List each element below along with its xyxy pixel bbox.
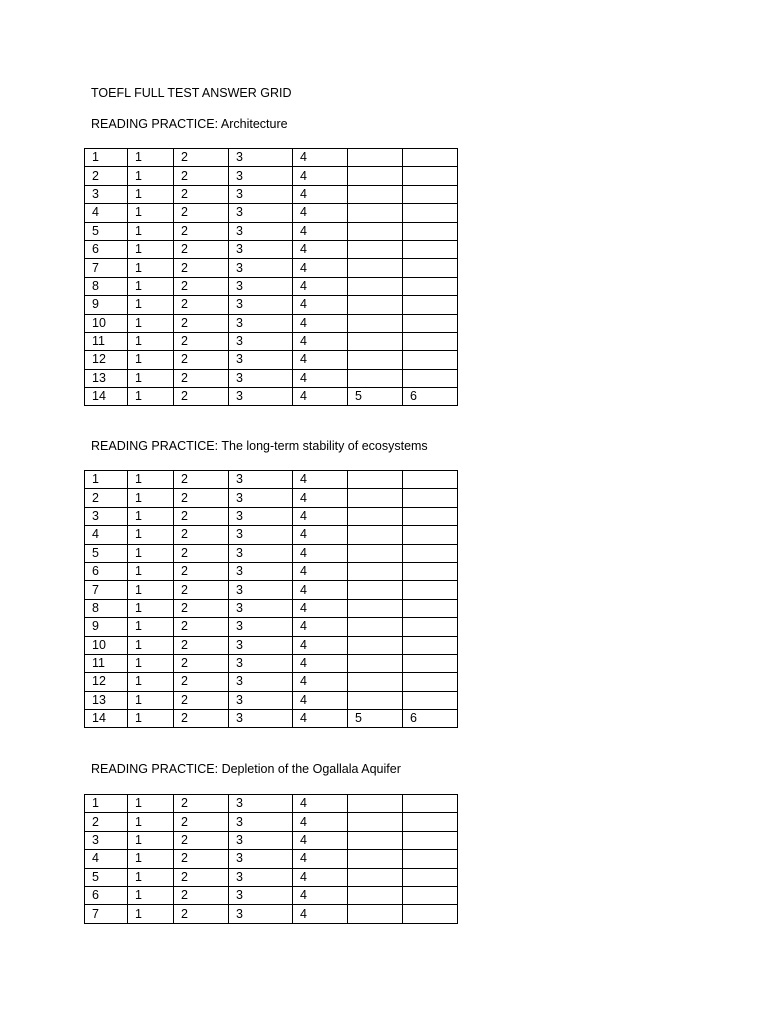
answer-option-cell: 2 <box>174 204 229 222</box>
answer-option-cell: 4 <box>293 204 348 222</box>
answer-option-cell: 1 <box>128 673 174 691</box>
answer-option-cell: 1 <box>128 332 174 350</box>
answer-option-cell: 4 <box>293 489 348 507</box>
question-number-cell: 12 <box>85 351 128 369</box>
answer-option-cell: 5 <box>348 388 403 406</box>
answer-option-cell: 1 <box>128 599 174 617</box>
question-number-cell: 7 <box>85 259 128 277</box>
answer-option-cell: 2 <box>174 222 229 240</box>
answer-option-cell: 2 <box>174 599 229 617</box>
answer-option-cell: 4 <box>293 471 348 489</box>
answer-option-cell: 3 <box>229 185 293 203</box>
question-number-cell: 2 <box>85 167 128 185</box>
answer-option-cell: 3 <box>229 471 293 489</box>
question-number-cell: 11 <box>85 332 128 350</box>
section-title-prefix: READING PRACTICE: <box>91 117 221 131</box>
answer-option-cell: 3 <box>229 831 293 849</box>
answer-option-cell: 2 <box>174 618 229 636</box>
question-number-cell: 10 <box>85 636 128 654</box>
answer-option-cell <box>403 562 458 580</box>
answer-option-cell <box>348 507 403 525</box>
answer-option-cell: 1 <box>128 636 174 654</box>
question-number-cell: 6 <box>85 562 128 580</box>
answer-option-cell: 1 <box>128 654 174 672</box>
answer-option-cell <box>403 905 458 923</box>
answer-option-cell: 4 <box>293 599 348 617</box>
answer-option-cell: 1 <box>128 489 174 507</box>
answer-option-cell: 3 <box>229 222 293 240</box>
question-number-cell: 6 <box>85 240 128 258</box>
question-number-cell: 7 <box>85 905 128 923</box>
answer-option-cell <box>348 544 403 562</box>
answer-option-cell: 4 <box>293 351 348 369</box>
table-row <box>85 599 458 617</box>
question-number-cell: 10 <box>85 314 128 332</box>
table-row <box>85 562 458 580</box>
table-row <box>85 314 458 332</box>
answer-option-cell: 1 <box>128 813 174 831</box>
answer-option-cell <box>403 813 458 831</box>
answer-option-cell <box>348 296 403 314</box>
question-number-cell: 4 <box>85 204 128 222</box>
answer-option-cell <box>348 673 403 691</box>
answer-option-cell: 4 <box>293 673 348 691</box>
answer-option-cell <box>348 850 403 868</box>
answer-option-cell: 2 <box>174 654 229 672</box>
answer-option-cell <box>348 204 403 222</box>
table-row <box>85 618 458 636</box>
table-row <box>85 489 458 507</box>
answer-option-cell: 3 <box>229 813 293 831</box>
table-row <box>85 185 458 203</box>
answer-option-cell: 3 <box>229 240 293 258</box>
answer-option-cell <box>403 149 458 167</box>
answer-option-cell: 4 <box>293 388 348 406</box>
answer-option-cell: 2 <box>174 149 229 167</box>
answer-option-cell: 4 <box>293 868 348 886</box>
question-number-cell: 1 <box>85 795 128 813</box>
section-title-topic: Architecture <box>220 117 288 131</box>
question-number-cell: 1 <box>85 149 128 167</box>
answer-option-cell: 1 <box>128 222 174 240</box>
answer-option-cell <box>348 618 403 636</box>
answer-option-cell: 4 <box>293 314 348 332</box>
answer-option-cell <box>403 691 458 709</box>
answer-option-cell: 4 <box>293 831 348 849</box>
answer-option-cell: 4 <box>293 710 348 728</box>
answer-option-cell: 2 <box>174 167 229 185</box>
answer-option-cell: 3 <box>229 710 293 728</box>
answer-option-cell: 3 <box>229 314 293 332</box>
answer-option-cell: 3 <box>229 526 293 544</box>
answer-option-cell: 1 <box>128 691 174 709</box>
answer-option-cell <box>348 581 403 599</box>
answer-option-cell <box>403 526 458 544</box>
answer-option-cell <box>348 167 403 185</box>
answer-option-cell <box>403 296 458 314</box>
table-row <box>85 581 458 599</box>
table-row <box>85 850 458 868</box>
answer-option-cell: 2 <box>174 868 229 886</box>
answer-option-cell: 1 <box>128 259 174 277</box>
answer-option-cell: 4 <box>293 222 348 240</box>
section-title-ecosystems <box>91 439 428 453</box>
answer-option-cell: 4 <box>293 526 348 544</box>
answer-option-cell: 4 <box>293 369 348 387</box>
answer-option-cell: 3 <box>229 691 293 709</box>
answer-option-cell: 2 <box>174 240 229 258</box>
answer-option-cell: 3 <box>229 654 293 672</box>
answer-option-cell: 2 <box>174 489 229 507</box>
question-number-cell: 5 <box>85 868 128 886</box>
answer-option-cell: 3 <box>229 167 293 185</box>
answer-option-cell <box>348 314 403 332</box>
answer-option-cell: 2 <box>174 388 229 406</box>
answer-option-cell: 2 <box>174 636 229 654</box>
answer-option-cell <box>403 314 458 332</box>
answer-option-cell <box>348 277 403 295</box>
question-number-cell: 5 <box>85 544 128 562</box>
table-row <box>85 204 458 222</box>
table-row <box>85 259 458 277</box>
answer-option-cell: 4 <box>293 581 348 599</box>
answer-option-cell: 2 <box>174 673 229 691</box>
answer-option-cell: 5 <box>348 710 403 728</box>
question-number-cell: 5 <box>85 222 128 240</box>
table-row <box>85 636 458 654</box>
answer-grid-architecture <box>84 148 458 406</box>
table-row <box>85 710 458 728</box>
answer-option-cell: 4 <box>293 185 348 203</box>
answer-option-cell: 4 <box>293 636 348 654</box>
answer-option-cell: 1 <box>128 831 174 849</box>
answer-option-cell <box>403 471 458 489</box>
answer-option-cell <box>348 562 403 580</box>
answer-option-cell <box>403 204 458 222</box>
answer-option-cell: 1 <box>128 710 174 728</box>
answer-option-cell: 2 <box>174 850 229 868</box>
answer-option-cell: 2 <box>174 526 229 544</box>
answer-option-cell: 2 <box>174 886 229 904</box>
question-number-cell: 9 <box>85 618 128 636</box>
answer-option-cell: 3 <box>229 369 293 387</box>
answer-option-cell: 3 <box>229 618 293 636</box>
answer-option-cell <box>348 886 403 904</box>
answer-option-cell <box>403 868 458 886</box>
answer-option-cell: 1 <box>128 544 174 562</box>
answer-option-cell: 1 <box>128 296 174 314</box>
answer-option-cell: 3 <box>229 905 293 923</box>
answer-option-cell <box>403 277 458 295</box>
table-row <box>85 222 458 240</box>
answer-option-cell: 1 <box>128 471 174 489</box>
answer-option-cell: 4 <box>293 654 348 672</box>
answer-option-cell: 3 <box>229 581 293 599</box>
answer-option-cell: 3 <box>229 850 293 868</box>
answer-option-cell: 4 <box>293 562 348 580</box>
answer-option-cell: 2 <box>174 332 229 350</box>
answer-option-cell: 4 <box>293 259 348 277</box>
answer-option-cell: 1 <box>128 562 174 580</box>
answer-option-cell: 3 <box>229 388 293 406</box>
answer-option-cell: 1 <box>128 351 174 369</box>
answer-option-cell <box>403 507 458 525</box>
answer-option-cell <box>348 636 403 654</box>
answer-option-cell: 2 <box>174 562 229 580</box>
table-row <box>85 296 458 314</box>
answer-option-cell <box>403 351 458 369</box>
answer-option-cell <box>403 185 458 203</box>
answer-option-cell: 4 <box>293 618 348 636</box>
table-row <box>85 905 458 923</box>
table-row <box>85 654 458 672</box>
answer-option-cell: 2 <box>174 185 229 203</box>
answer-option-cell <box>348 691 403 709</box>
answer-option-cell: 4 <box>293 850 348 868</box>
answer-option-cell <box>403 369 458 387</box>
answer-option-cell: 4 <box>293 240 348 258</box>
table-row <box>85 526 458 544</box>
answer-option-cell: 3 <box>229 544 293 562</box>
question-number-cell: 12 <box>85 673 128 691</box>
table-row <box>85 351 458 369</box>
answer-option-cell: 2 <box>174 544 229 562</box>
answer-option-cell <box>348 471 403 489</box>
answer-option-cell: 3 <box>229 277 293 295</box>
answer-option-cell: 4 <box>293 507 348 525</box>
answer-option-cell <box>348 831 403 849</box>
answer-option-cell: 1 <box>128 850 174 868</box>
answer-option-cell <box>403 886 458 904</box>
question-number-cell: 7 <box>85 581 128 599</box>
answer-option-cell <box>403 544 458 562</box>
document-title: TOEFL FULL TEST ANSWER GRID <box>91 86 292 100</box>
answer-option-cell: 4 <box>293 691 348 709</box>
table-row <box>85 831 458 849</box>
question-number-cell: 3 <box>85 185 128 203</box>
answer-option-cell <box>348 526 403 544</box>
answer-option-cell <box>403 240 458 258</box>
answer-option-cell <box>403 831 458 849</box>
answer-option-cell: 3 <box>229 507 293 525</box>
answer-option-cell: 4 <box>293 905 348 923</box>
answer-option-cell: 1 <box>128 204 174 222</box>
question-number-cell: 3 <box>85 831 128 849</box>
answer-option-cell: 1 <box>128 618 174 636</box>
answer-option-cell: 2 <box>174 277 229 295</box>
answer-option-cell: 4 <box>293 277 348 295</box>
answer-option-cell: 2 <box>174 296 229 314</box>
question-number-cell: 4 <box>85 850 128 868</box>
answer-option-cell: 4 <box>293 167 348 185</box>
table-row <box>85 149 458 167</box>
answer-option-cell: 3 <box>229 636 293 654</box>
answer-option-cell <box>348 259 403 277</box>
answer-option-cell: 2 <box>174 581 229 599</box>
answer-option-cell: 3 <box>229 868 293 886</box>
answer-option-cell: 4 <box>293 149 348 167</box>
section-title-architecture <box>91 117 288 131</box>
answer-option-cell <box>348 599 403 617</box>
answer-option-cell: 1 <box>128 185 174 203</box>
answer-option-cell: 1 <box>128 167 174 185</box>
answer-option-cell: 2 <box>174 691 229 709</box>
answer-option-cell: 1 <box>128 314 174 332</box>
answer-option-cell: 1 <box>128 526 174 544</box>
answer-option-cell: 3 <box>229 886 293 904</box>
answer-option-cell <box>348 185 403 203</box>
answer-option-cell: 3 <box>229 332 293 350</box>
question-number-cell: 2 <box>85 489 128 507</box>
table-row <box>85 471 458 489</box>
answer-option-cell: 3 <box>229 149 293 167</box>
answer-option-cell: 6 <box>403 388 458 406</box>
answer-option-cell: 3 <box>229 259 293 277</box>
answer-option-cell <box>348 369 403 387</box>
answer-option-cell <box>348 905 403 923</box>
question-number-cell: 13 <box>85 691 128 709</box>
answer-option-cell: 2 <box>174 259 229 277</box>
answer-grid-ogallala <box>84 794 458 924</box>
answer-option-cell: 3 <box>229 489 293 507</box>
answer-option-cell <box>403 259 458 277</box>
answer-option-cell <box>403 332 458 350</box>
table-row <box>85 167 458 185</box>
answer-option-cell <box>403 795 458 813</box>
answer-option-cell: 3 <box>229 296 293 314</box>
table-row <box>85 813 458 831</box>
question-number-cell: 14 <box>85 388 128 406</box>
answer-option-cell: 1 <box>128 369 174 387</box>
answer-option-cell: 3 <box>229 204 293 222</box>
table-row <box>85 240 458 258</box>
answer-option-cell: 3 <box>229 562 293 580</box>
question-number-cell: 4 <box>85 526 128 544</box>
section-title-prefix: READING PRACTICE: <box>91 762 222 776</box>
answer-option-cell: 2 <box>174 507 229 525</box>
answer-option-cell <box>403 618 458 636</box>
table-row <box>85 369 458 387</box>
answer-option-cell <box>403 222 458 240</box>
table-row <box>85 886 458 904</box>
answer-option-cell <box>403 636 458 654</box>
answer-option-cell <box>403 654 458 672</box>
answer-option-cell: 1 <box>128 507 174 525</box>
answer-grid-ecosystems <box>84 470 458 728</box>
answer-option-cell: 2 <box>174 471 229 489</box>
table-row <box>85 507 458 525</box>
answer-option-cell: 2 <box>174 905 229 923</box>
answer-option-cell: 2 <box>174 369 229 387</box>
table-row <box>85 332 458 350</box>
question-number-cell: 11 <box>85 654 128 672</box>
answer-option-cell: 2 <box>174 351 229 369</box>
answer-option-cell: 4 <box>293 813 348 831</box>
section-title-topic: The long-term stability of ecosystems <box>221 439 428 453</box>
answer-option-cell: 3 <box>229 795 293 813</box>
answer-option-cell: 1 <box>128 277 174 295</box>
answer-option-cell <box>403 673 458 691</box>
table-row <box>85 691 458 709</box>
table-row <box>85 277 458 295</box>
answer-option-cell: 2 <box>174 795 229 813</box>
question-number-cell: 3 <box>85 507 128 525</box>
table-row <box>85 868 458 886</box>
answer-option-cell: 3 <box>229 599 293 617</box>
answer-option-cell <box>348 222 403 240</box>
answer-option-cell <box>403 599 458 617</box>
answer-option-cell: 2 <box>174 710 229 728</box>
answer-option-cell: 3 <box>229 351 293 369</box>
section-title-prefix: READING PRACTICE: <box>91 439 222 453</box>
answer-option-cell <box>348 795 403 813</box>
answer-option-cell <box>348 868 403 886</box>
answer-option-cell: 1 <box>128 886 174 904</box>
table-row <box>85 544 458 562</box>
answer-option-cell: 1 <box>128 240 174 258</box>
answer-option-cell: 1 <box>128 905 174 923</box>
section-title-topic: Depletion of the Ogallala Aquifer <box>221 762 401 776</box>
answer-option-cell: 1 <box>128 149 174 167</box>
answer-option-cell <box>348 240 403 258</box>
answer-option-cell: 1 <box>128 581 174 599</box>
answer-option-cell: 2 <box>174 813 229 831</box>
table-row <box>85 795 458 813</box>
answer-option-cell: 4 <box>293 296 348 314</box>
answer-option-cell: 4 <box>293 886 348 904</box>
answer-option-cell <box>348 813 403 831</box>
answer-option-cell <box>403 581 458 599</box>
table-row <box>85 388 458 406</box>
question-number-cell: 14 <box>85 710 128 728</box>
answer-option-cell: 2 <box>174 831 229 849</box>
question-number-cell: 9 <box>85 296 128 314</box>
question-number-cell: 6 <box>85 886 128 904</box>
answer-option-cell <box>348 149 403 167</box>
question-number-cell: 13 <box>85 369 128 387</box>
answer-option-cell <box>348 654 403 672</box>
answer-option-cell: 1 <box>128 795 174 813</box>
answer-option-cell <box>403 489 458 507</box>
answer-option-cell: 2 <box>174 314 229 332</box>
answer-option-cell: 1 <box>128 868 174 886</box>
answer-option-cell <box>403 167 458 185</box>
section-title-ogallala <box>91 762 401 776</box>
answer-option-cell: 4 <box>293 544 348 562</box>
answer-option-cell: 4 <box>293 795 348 813</box>
answer-option-cell <box>348 489 403 507</box>
answer-option-cell <box>348 332 403 350</box>
answer-option-cell: 3 <box>229 673 293 691</box>
question-number-cell: 8 <box>85 277 128 295</box>
table-row <box>85 673 458 691</box>
answer-option-cell: 4 <box>293 332 348 350</box>
question-number-cell: 2 <box>85 813 128 831</box>
answer-option-cell <box>403 850 458 868</box>
question-number-cell: 1 <box>85 471 128 489</box>
answer-option-cell <box>348 351 403 369</box>
answer-option-cell: 1 <box>128 388 174 406</box>
question-number-cell: 8 <box>85 599 128 617</box>
answer-option-cell: 6 <box>403 710 458 728</box>
